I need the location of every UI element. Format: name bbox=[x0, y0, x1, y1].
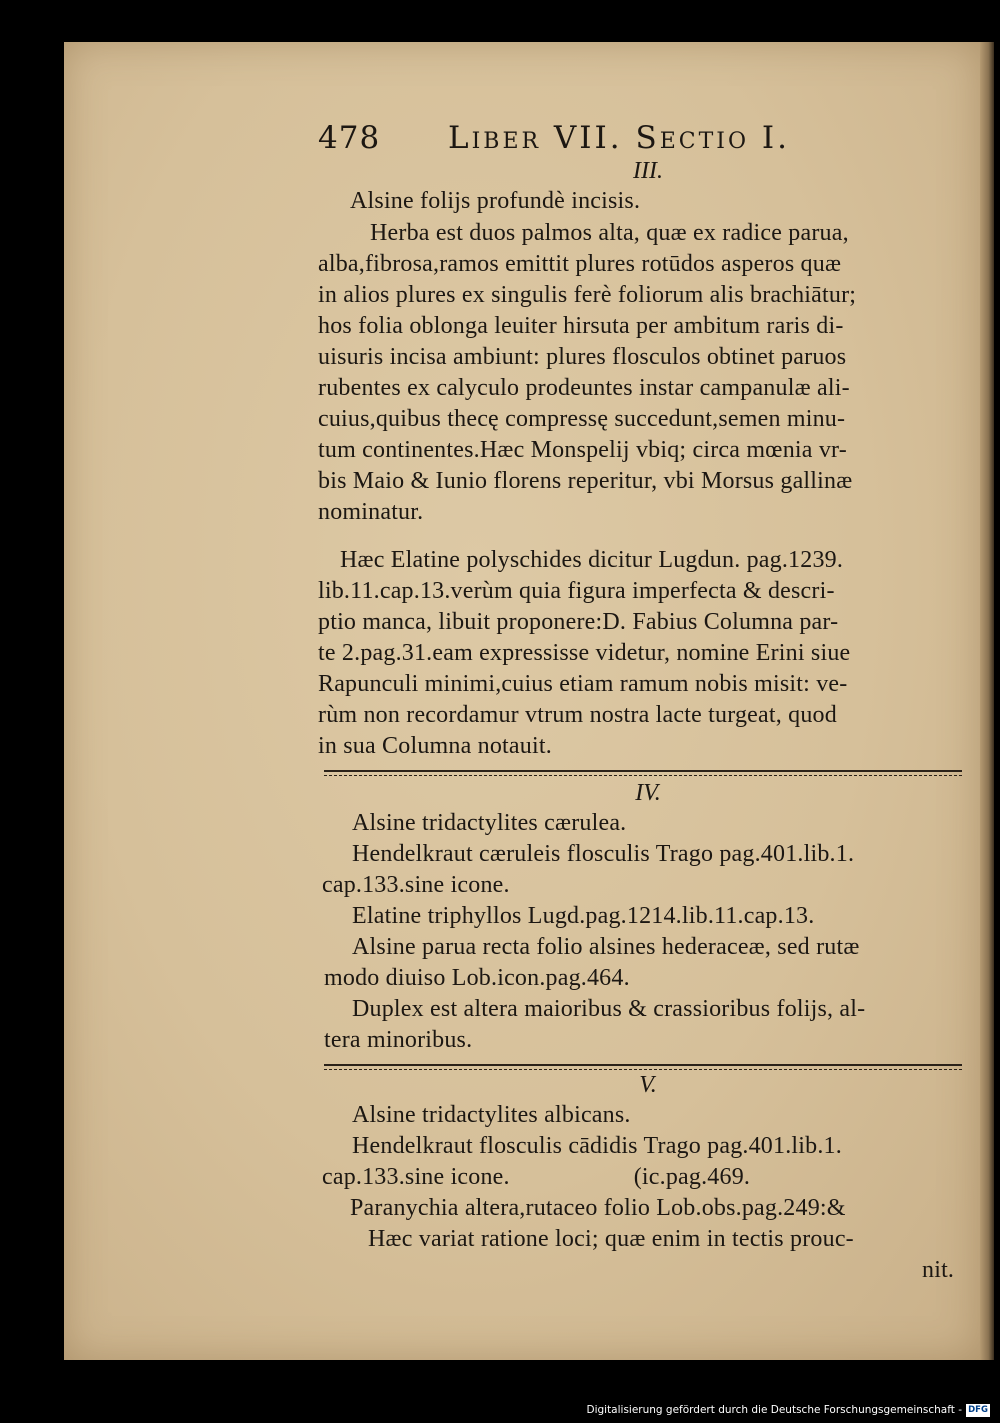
text-line: nominatur. bbox=[318, 499, 424, 525]
text-line: cap.133.sine icone. (ic.pag.469. bbox=[322, 1164, 751, 1190]
text-line: nit. bbox=[922, 1257, 955, 1283]
text-line: Herba est duos palmos alta, quæ ex radice parua, bbox=[370, 220, 849, 246]
page-number: 478 bbox=[318, 120, 381, 156]
section-divider bbox=[324, 770, 962, 776]
text-line: Hæc variat ratione loci; quæ enim in tectis prouc- bbox=[368, 1226, 854, 1252]
text-line: Hendelkraut flosculis cādidis Trago pag.401.lib.1. bbox=[352, 1133, 842, 1159]
funding-credit: Digitalisierung gefördert durch die Deutsche Forschungsgemeinschaft - bbox=[586, 1404, 962, 1416]
text-line: in sua Columna notauit. bbox=[318, 733, 552, 759]
running-head: Liber VII. Sectio I. bbox=[448, 120, 790, 156]
text-line: tera minoribus. bbox=[324, 1027, 473, 1053]
text-line: Alsine tridactylites albicans. bbox=[352, 1102, 631, 1128]
section-divider bbox=[324, 1064, 962, 1070]
text-line: cap.133.sine icone. bbox=[322, 872, 510, 898]
text-line: Alsine tridactylites cærulea. bbox=[352, 810, 627, 836]
text-line: modo diuiso Lob.icon.pag.464. bbox=[324, 965, 630, 991]
text-line: alba,fibrosa,ramos emittit plures rotūdos asperos quæ bbox=[318, 251, 842, 277]
text-line: Duplex est altera maioribus & crassioribus folijs, al- bbox=[352, 996, 866, 1022]
text-line: rùm non recordamur vtrum nostra lacte turgeat, quod bbox=[318, 702, 837, 728]
text-line: cuius,quibus thecę compressę succedunt,semen minu- bbox=[318, 406, 846, 432]
section-number-v: V. bbox=[639, 1072, 657, 1098]
section-number-iv: IV. bbox=[635, 780, 661, 806]
text-line: ptio manca, libuit proponere:D. Fabius Columna par- bbox=[318, 609, 839, 635]
page-header bbox=[318, 116, 878, 158]
text-line: uisuris incisa ambiunt: plures flosculos obtinet paruos bbox=[318, 344, 847, 370]
text-line: Hendelkraut cæruleis flosculis Trago pag.401.lib.1. bbox=[352, 841, 855, 867]
text-line: Paranychia altera,rutaceo folio Lob.obs.pag.249:& bbox=[350, 1195, 846, 1221]
page-edge bbox=[980, 42, 994, 1360]
text-line: hos folia oblonga leuiter hirsuta per ambitum raris di- bbox=[318, 313, 844, 339]
text-line: Hæc Elatine polyschides dicitur Lugdun. pag.1239. bbox=[340, 547, 844, 573]
text-line: Elatine triphyllos Lugd.pag.1214.lib.11.cap.13. bbox=[352, 903, 815, 929]
text-line: rubentes ex calyculo prodeuntes instar campanulæ ali- bbox=[318, 375, 850, 401]
dfg-logo: DFG bbox=[966, 1404, 990, 1417]
text-line: in alios plures ex singulis ferè foliorum alis brachiātur; bbox=[318, 282, 857, 308]
text-line: lib.11.cap.13.verùm quia figura imperfecta & descri- bbox=[318, 578, 835, 604]
text-line: tum continentes.Hæc Monspelij vbiq; circa mœnia vr- bbox=[318, 437, 847, 463]
text-line: bis Maio & Iunio florens reperitur, vbi Morsus gallinæ bbox=[318, 468, 853, 494]
text-line: Alsine folijs profundè incisis. bbox=[350, 188, 641, 214]
section-number-iii: III. bbox=[633, 158, 663, 184]
text-line: te 2.pag.31.eam expressisse videtur, nomine Erini siue bbox=[318, 640, 851, 666]
text-line: Alsine parua recta folio alsines hederaceæ, sed rutæ bbox=[352, 934, 860, 960]
text-line: Rapunculi minimi,cuius etiam ramum nobis misit: ve- bbox=[318, 671, 848, 697]
